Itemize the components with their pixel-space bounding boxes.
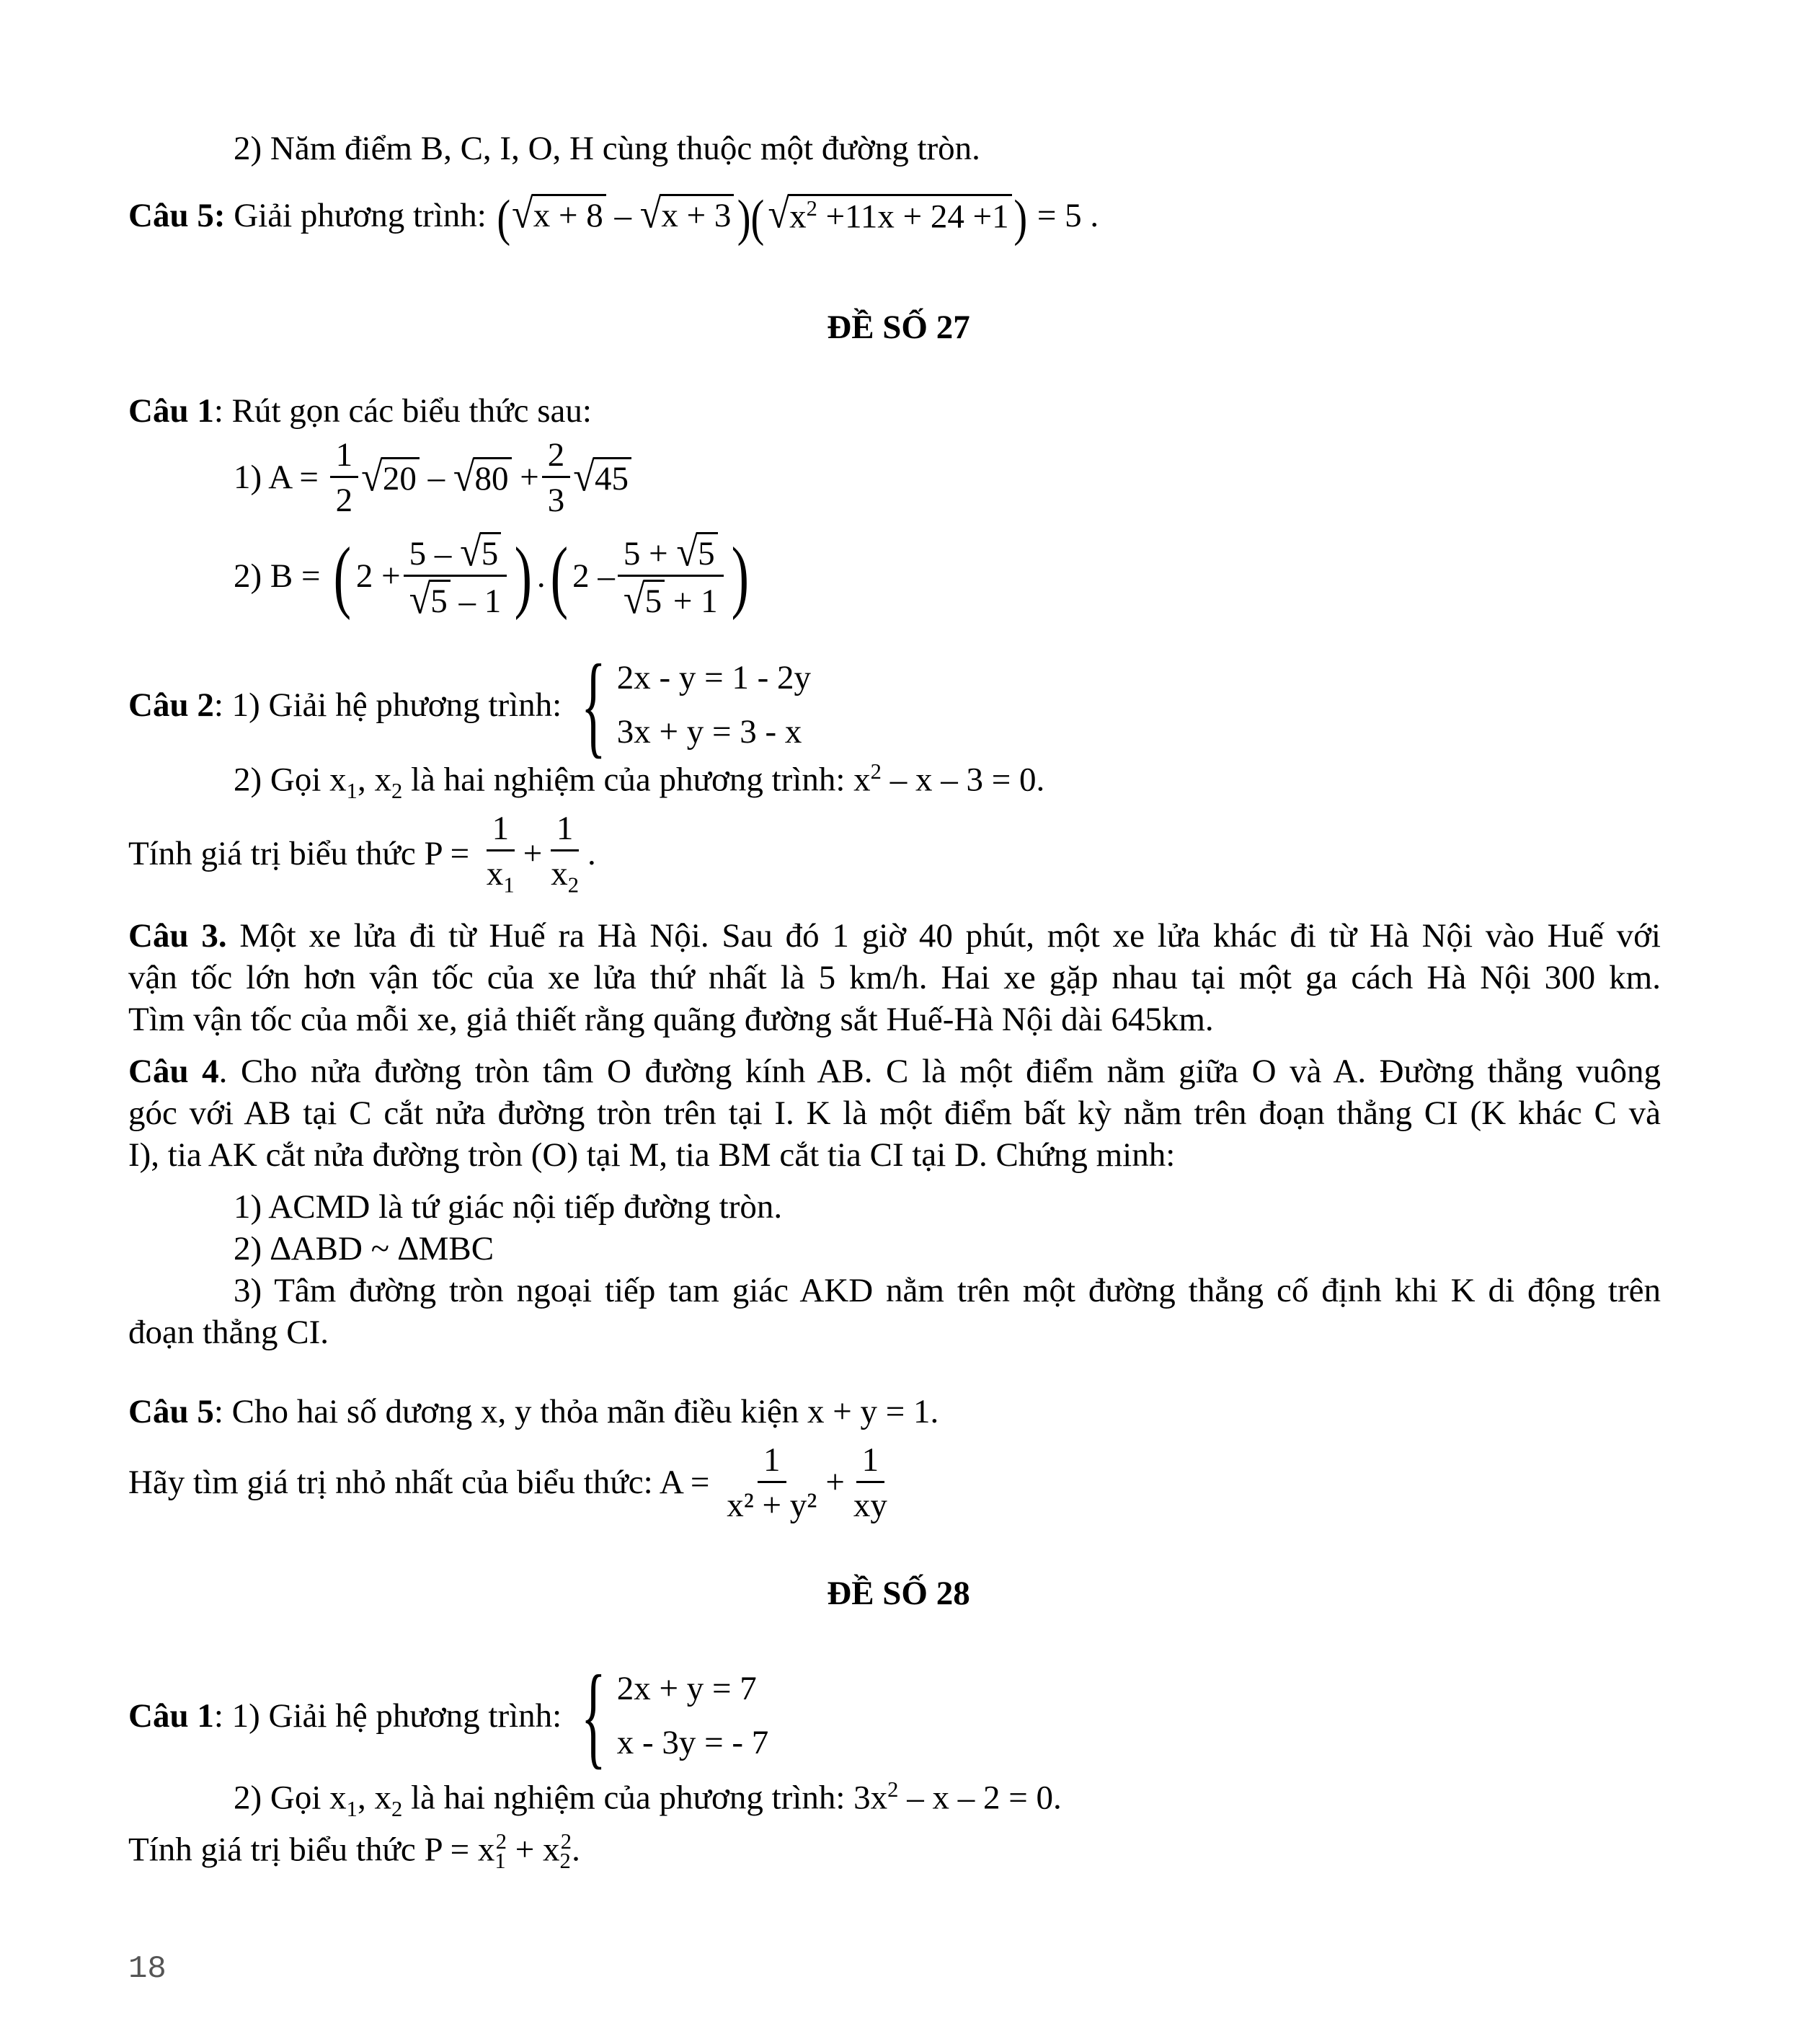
de27-cau2-p: Tính giá trị biểu thức P = $\frac{1}{x_1}$ + $\frac{1}{x_2}$ . [128,810,596,898]
section-title-28: ĐỀ SỐ 28 [827,1575,970,1612]
de27-cau4-line3: I), tia AK cắt nửa đường tròn (O) tại M, tia BM cắt tia CI tại D. Chứng minh: [128,1136,1176,1174]
page-number: 18 [128,1951,167,1987]
equation-system: 2x - y = 1 - 2y 3x + y = 3 - x [616,658,812,751]
de27-cau1-expr-b: 2) B = ( 2 + 5 – √ 5 √ 5 – 1 ) . ( 2 – 5 + √ 5 √ 5 + 1 ) [234,528,749,623]
de27-cau5-expr: Hãy tìm giá trị nhỏ nhất của biểu thức: A = $\frac{1}{\text{x² + y²}}$ + $\frac{1}{xy}$ [128,1441,887,1525]
system-brace: { [581,1652,606,1779]
de28-cau1: Câu 1 : 1) Giải hệ phương trình: { 2x + y = 7 x - 3y = - 7 [128,1652,769,1779]
de27-cau4-item2: 2) ∆ABD ~ ∆MBC [234,1230,494,1267]
question-label: Câu 5: [128,197,226,235]
de27-cau3-line2: vận tốc lớn hơn vận tốc của xe lửa thứ nhất là 5 km/h. Hai xe gặp nhau tại một ga cách Hà Nội 300 km. [128,959,1661,996]
de27-cau4-line1: Câu 4. Cho nửa đường tròn tâm O đường kính AB. C là một điểm nằm giữa O và A. Đường thẳng vuông [128,1053,1661,1090]
de27-cau1: Câu 1: Rút gọn các biểu thức sau: [128,392,592,430]
de27-cau4-item3-cont: đoạn thẳng CI. [128,1314,329,1351]
de27-cau1-expr-a: 1) A = $\frac{1}{2}$ √ 20 – √ 80 + $\frac{2}{3}$ √ 45 [234,435,631,520]
de27-cau3-line1: Câu 3. Một xe lửa đi từ Huế ra Hà Nội. Sau đó 1 giờ 40 phút, một xe lửa khác đi từ Hà Nội vào Huế với [128,917,1661,955]
equation-system: 2x + y = 7 x - 3y = - 7 [616,1669,769,1761]
prev-cau-5: Câu 5: Giải phương trình: ( √ x + 8 – √ x + 3 )( √ $x^2 +11x + 24 +1$ ) = 5 . [128,190,1099,247]
de27-cau4-line2: góc với AB tại C cắt nửa đường tròn trên tại I. K là một điểm bất kỳ nằm trên đoạn thẳng CI (K khác C và [128,1094,1661,1132]
section-title-27: ĐỀ SỐ 27 [827,309,970,346]
de27-cau2-part2: 2) Gọi $x_1$, $x_2$ là hai nghiệm của phương trình: $x^2 - x - 3 = 0$. [234,759,1045,804]
prev-item-2: 2) Năm điểm B, C, I, O, H cùng thuộc một đường tròn. [234,130,980,167]
de28-cau1-p: Tính giá trị biểu thức $P = x_1^2 + x_2^2$. [128,1829,580,1874]
de27-cau5: Câu 5: Cho hai số dương x, y thỏa mãn điều kiện x + y = 1. [128,1393,939,1430]
de27-cau3-line3: Tìm vận tốc của mỗi xe, giả thiết rằng quãng đường sắt Huế-Hà Nội dài 645km. [128,1001,1214,1038]
de27-cau4-item3: 3) Tâm đường tròn ngoại tiếp tam giác AKD nằm trên một đường thẳng cố định khi K di động trên [234,1272,1661,1309]
de27-cau2: Câu 2 : 1) Giải hệ phương trình: { 2x - y = 1 - 2y 3x + y = 3 - x [128,641,812,769]
de27-cau4-item1: 1) ACMD là tứ giác nội tiếp đường tròn. [234,1188,783,1226]
system-brace: { [581,641,606,769]
de28-cau1-part2: 2) Gọi $x_1$, $x_2$ là hai nghiệm của phương trình: $3x^2 - x - 2 = 0$. [234,1777,1062,1822]
